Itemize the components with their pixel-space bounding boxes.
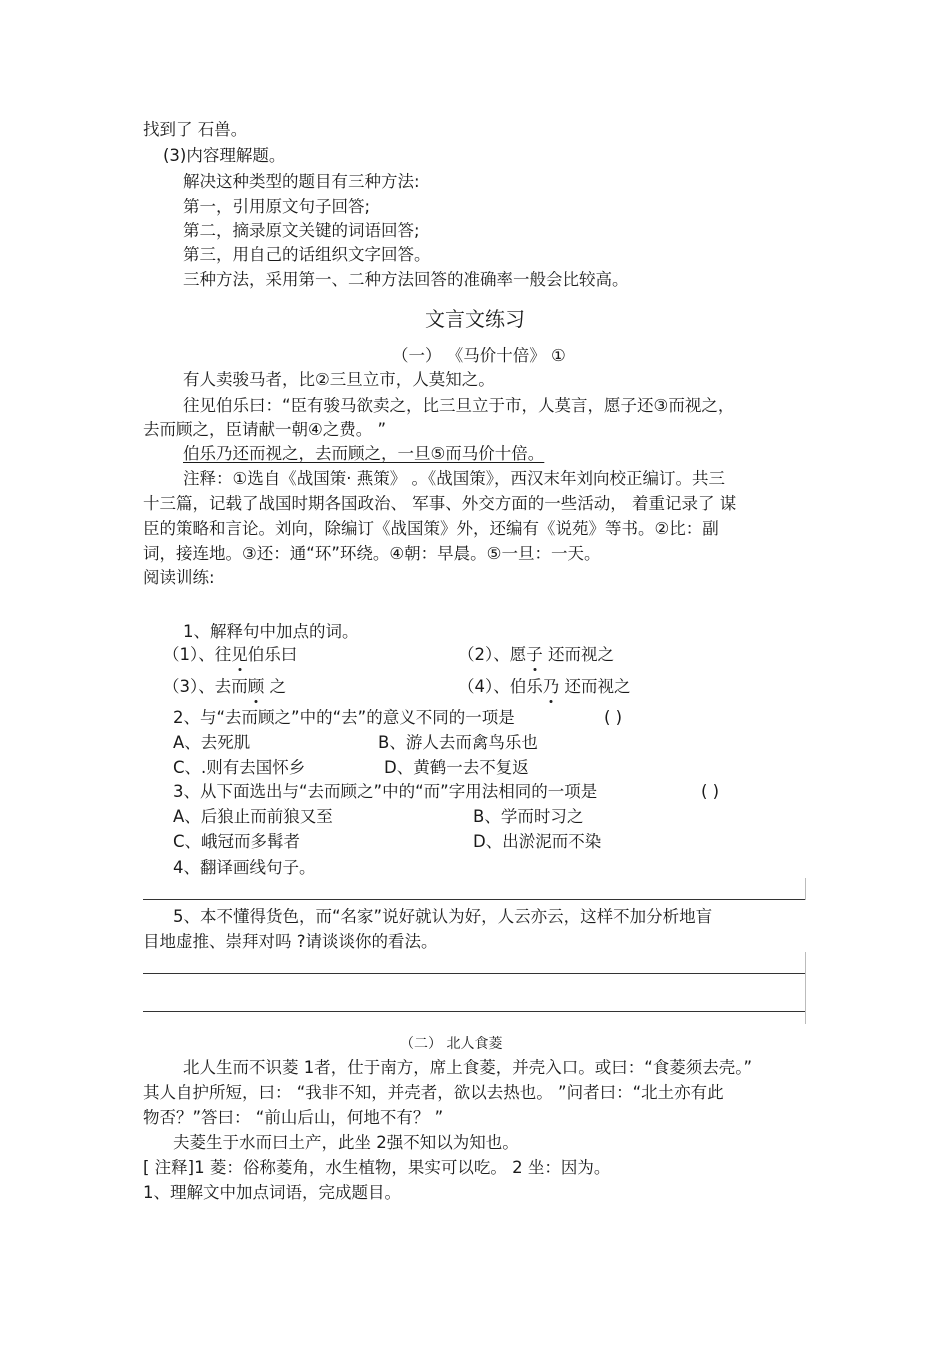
question-2-option-c: C、.则有去国怀乡	[173, 758, 306, 777]
passage1-line-2: 往见伯乐曰：“臣有骏马欲卖之，比三旦立于市，人莫言，愿子还③而视之，	[183, 396, 735, 415]
answer-line-q5-1[interactable]	[143, 973, 805, 974]
question-3-option-b: B、学而时习之	[473, 807, 584, 826]
passage2-line-4: 夫菱生于水而曰土产，此坐 2强不知以为知也。	[173, 1133, 519, 1152]
item-suffix: 伯乐曰	[247, 645, 298, 664]
item-suffix: 之	[264, 677, 286, 696]
reading-training-label: 阅读训练:	[143, 568, 215, 587]
item-prefix: （1）、往	[163, 645, 232, 664]
passage2-line-2: 其人自护所短，曰： “我非不知，并壳者，欲以去热也。 ”问者曰：“北土亦有此	[143, 1083, 724, 1102]
question-1-item-4	[458, 677, 631, 697]
item-suffix: 还而视之	[542, 645, 614, 664]
item-prefix: （2）、愿	[458, 645, 527, 664]
intro-line-2: (3)内容理解题。	[163, 146, 286, 165]
question-2-answer-blank[interactable]: ( )	[604, 708, 623, 727]
item-suffix: 还而视之	[559, 677, 631, 696]
passage1-heading: （一） 《马价十倍》 ①	[392, 346, 566, 365]
item-prefix: （4）、伯乐	[458, 677, 543, 696]
passage1-line-3: 去而顾之，臣请献一朝④之费。 ”	[143, 420, 387, 439]
question-3: 3、从下面选出与“去而顾之”中的“而”字用法相同的一项是	[173, 782, 598, 801]
passage2-line-3: 物否？”答曰： “前山后山，何地不有？ ”	[143, 1108, 444, 1127]
intro-line-7: 三种方法，采用第一、二种方法回答的准确率一般会比较高。	[183, 270, 629, 289]
question-5-line-2: 目地虚推、崇拜对吗 ?请谈谈你的看法。	[143, 932, 438, 951]
question-1-item-3	[163, 677, 286, 697]
passage2-question-1: 1、理解文中加点词语，完成题目。	[143, 1183, 401, 1202]
dotted-word: 乃	[542, 677, 560, 696]
dotted-word: 子	[526, 645, 543, 664]
item-prefix: （3）、去而	[163, 677, 248, 696]
passage1-note-2: 十三篇，记载了战国时期各国政治、 军事、外交方面的一些活动， 着重记录了 谋	[143, 494, 737, 513]
question-2: 2、与“去而顾之”中的“去”的意义不同的一项是	[173, 708, 515, 727]
section-title: 文言文练习	[425, 307, 525, 331]
question-3-answer-blank[interactable]: ( )	[701, 782, 720, 801]
passage1-note-3: 臣的策略和言论。刘向，除编订《战国策》外，还编有《说苑》等书。②比：副	[143, 519, 719, 538]
passage2-note: [ 注释]1 菱：俗称菱角，水生植物，果实可以吃。 2 坐：因为。	[143, 1158, 611, 1177]
passage1-underlined-sentence: 伯乐乃还而视之，去而顾之，一旦⑤而马价十倍。	[183, 444, 545, 463]
passage2-heading: （二） 北人食菱	[400, 1036, 503, 1052]
question-2-option-b: B、游人去而禽鸟乐也	[378, 733, 538, 752]
question-3-option-d: D、出淤泥而不染	[473, 832, 602, 851]
passage1-note-4: 词，接连地。③还：通“环”环绕。④朝：早晨。⑤一旦：一天。	[143, 544, 601, 563]
answer-line-q4[interactable]	[143, 899, 805, 900]
intro-line-5: 第二，摘录原文关键的词语回答;	[183, 221, 420, 240]
question-1: 1、解释句中加点的词。	[183, 622, 359, 641]
passage1-line-1: 有人卖骏马者，比②三旦立市，人莫知之。	[183, 370, 495, 389]
passage1-note-1: 注释：①选自《战国策· 燕策》 。《战国策》，西汉末年刘向校正编订。共三	[183, 469, 726, 488]
question-2-option-d: D、黄鹤一去不复返	[384, 758, 529, 777]
answer-margin-mark	[805, 878, 806, 900]
dotted-word: 见	[231, 645, 248, 664]
question-3-option-c: C、峨冠而多髯者	[173, 832, 301, 851]
intro-line-6: 第三，用自己的话组织文字回答。	[183, 245, 431, 264]
dotted-word: 顾	[247, 677, 265, 696]
intro-line-4: 第一，引用原文句子回答;	[183, 197, 371, 216]
question-5-line-1: 5、本不懂得货色，而“名家”说好就认为好，人云亦云，这样不加分析地盲	[173, 907, 713, 926]
question-1-item-1	[163, 645, 297, 665]
intro-line-1: 找到了 石兽。	[143, 120, 248, 139]
intro-line-3: 解决这种类型的题目有三种方法:	[183, 172, 420, 191]
question-4: 4、翻译画线句子。	[173, 858, 316, 877]
answer-margin-mark	[805, 952, 806, 1024]
question-3-option-a: A、后狼止而前狼又至	[173, 807, 333, 826]
answer-line-q5-2[interactable]	[143, 1011, 805, 1012]
passage2-line-1: 北人生而不识菱 1者，仕于南方，席上食菱，并壳入口。或曰：“食菱须去壳。”	[183, 1058, 753, 1077]
question-1-item-2	[458, 645, 614, 665]
question-2-option-a: A、去死肌	[173, 733, 251, 752]
